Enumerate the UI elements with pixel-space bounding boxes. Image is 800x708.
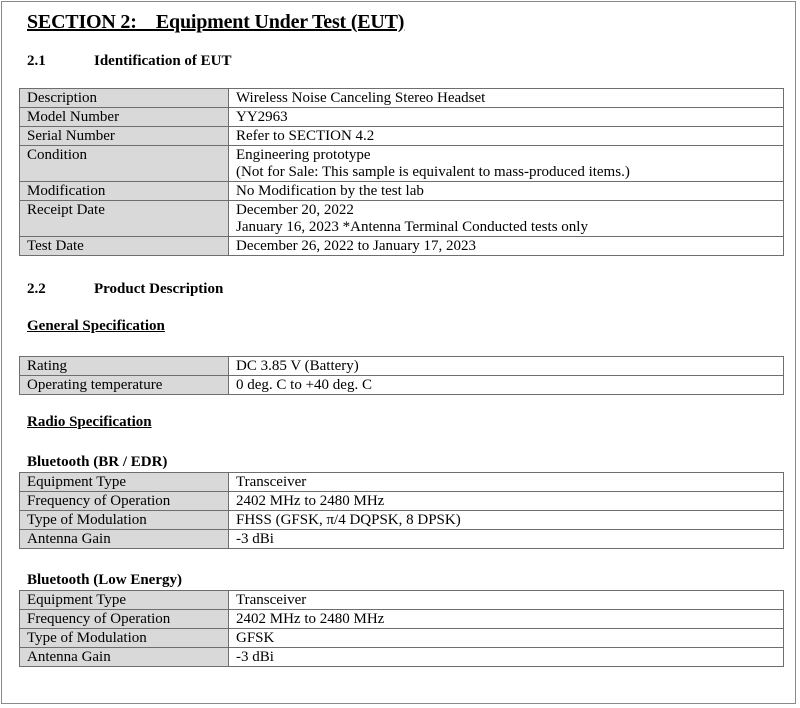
subsection-number: 2.1 <box>27 53 46 69</box>
row-label: Rating <box>20 357 229 376</box>
table-row <box>20 376 784 395</box>
row-value: 2402 MHz to 2480 MHz <box>229 610 784 629</box>
row-label: Frequency of Operation <box>20 492 229 511</box>
row-label: Frequency of Operation <box>20 610 229 629</box>
table-row <box>20 127 784 146</box>
section-title: SECTION 2: Equipment Under Test (EUT) <box>27 11 405 33</box>
general-spec-heading: General Specification <box>27 318 165 334</box>
bluetooth-br-edr-heading: Bluetooth (BR / EDR) <box>27 454 168 470</box>
row-label: Model Number <box>20 108 229 127</box>
subsection-title: Identification of EUT <box>94 53 232 69</box>
row-value <box>229 127 784 146</box>
table-row <box>20 182 784 201</box>
value-line: Refer to SECTION 4.2 <box>236 128 375 144</box>
row-value: -3 dBi <box>229 530 784 549</box>
row-label: Receipt Date <box>20 201 229 237</box>
value-line: Wireless Noise Canceling Stereo Headset <box>236 90 486 106</box>
table-row <box>20 201 784 237</box>
table-row <box>20 108 784 127</box>
table-row <box>20 473 784 492</box>
row-value: Transceiver <box>229 473 784 492</box>
value-line: (Not for Sale: This sample is equivalent to mass-produced items.) <box>236 164 630 180</box>
table-row <box>20 591 784 610</box>
row-label: Serial Number <box>20 127 229 146</box>
table-row <box>20 89 784 108</box>
table-row <box>20 648 784 667</box>
row-label: Type of Modulation <box>20 629 229 648</box>
subsection-title: Product Description <box>94 281 224 297</box>
row-value: -3 dBi <box>229 648 784 667</box>
value-line: No Modification by the test lab <box>236 183 424 199</box>
bluetooth-br-edr-table <box>19 472 784 549</box>
table-row <box>20 610 784 629</box>
row-label: Test Date <box>20 237 229 256</box>
identification-table <box>19 88 784 256</box>
row-value: DC 3.85 V (Battery) <box>229 357 784 376</box>
radio-spec-heading: Radio Specification <box>27 414 152 430</box>
subsection-number: 2.2 <box>27 281 46 297</box>
bluetooth-le-heading: Bluetooth (Low Energy) <box>27 572 182 588</box>
row-value: 0 deg. C to +40 deg. C <box>229 376 784 395</box>
row-label: Equipment Type <box>20 591 229 610</box>
value-line: YY2963 <box>236 109 288 125</box>
row-value <box>229 237 784 256</box>
general-spec-table <box>19 356 784 395</box>
table-row <box>20 146 784 182</box>
row-value <box>229 108 784 127</box>
table-row <box>20 357 784 376</box>
table-row <box>20 492 784 511</box>
row-label: Type of Modulation <box>20 511 229 530</box>
subsection-heading-product-description <box>27 281 223 298</box>
row-value: 2402 MHz to 2480 MHz <box>229 492 784 511</box>
row-value: FHSS (GFSK, π/4 DQPSK, 8 DPSK) <box>229 511 784 530</box>
row-label: Modification <box>20 182 229 201</box>
value-line: Engineering prototype <box>236 147 371 163</box>
row-value: Transceiver <box>229 591 784 610</box>
row-label: Condition <box>20 146 229 182</box>
bluetooth-le-table <box>19 590 784 667</box>
value-line: December 20, 2022 <box>236 202 354 218</box>
subsection-heading-identification <box>27 53 232 70</box>
row-label: Antenna Gain <box>20 530 229 549</box>
row-value: GFSK <box>229 629 784 648</box>
table-row <box>20 511 784 530</box>
table-row <box>20 237 784 256</box>
value-line: December 26, 2022 to January 17, 2023 <box>236 238 476 254</box>
row-label: Operating temperature <box>20 376 229 395</box>
row-label: Description <box>20 89 229 108</box>
table-row <box>20 629 784 648</box>
row-label: Equipment Type <box>20 473 229 492</box>
row-label: Antenna Gain <box>20 648 229 667</box>
table-row <box>20 530 784 549</box>
value-line: January 16, 2023 *Antenna Terminal Conducted tests only <box>236 219 588 235</box>
row-value <box>229 89 784 108</box>
row-value <box>229 201 784 237</box>
row-value <box>229 182 784 201</box>
row-value <box>229 146 784 182</box>
